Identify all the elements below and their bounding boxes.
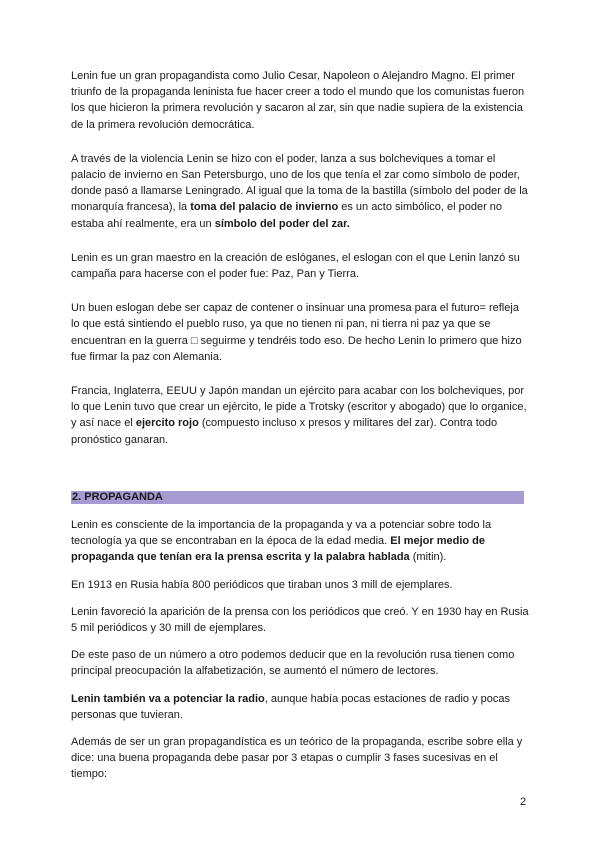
paragraph-1913: En 1913 en Rusia había 800 periódicos que tiraban unos 3 mill de ejemplares.: [71, 578, 453, 591]
text-span: es un acto simbólico, el poder no estaba ahí realmente, era un: [71, 201, 503, 230]
bold-text-winter-palace: toma del palacio de invierno: [190, 201, 339, 214]
bold-text-radio: Lenin también va a potenciar la radio: [71, 692, 265, 705]
section-1: [71, 68, 529, 448]
text-span: (mitin).: [409, 551, 447, 564]
paragraph-literacy: De este paso de un número a otro podemos deducir que en la revolución rusa tienen como principal preocupación la alfabetización, se aumentó el número de lectores.: [71, 649, 515, 678]
text-span: Lenin es consciente de la importancia de la propaganda y va a potenciar sobre todo la tecnología ya que se encontraban en la época de la edad media.: [71, 519, 492, 548]
text-span: (compuesto incluso x presos y militares del zar). Contra todo pronóstico ganaran.: [71, 417, 498, 446]
bold-text-best-medium: El mejor medio de propaganda que tenían era la prensa escrita y la palabra hablada: [71, 535, 485, 564]
text-span: Francia, Inglaterra, EEUU y Japón mandan un ejército para acabar con los bolcheviques, por lo que Lenin tuvo que crear un ejército, le pide a Trotsky (escritor y abogado) que lo organice, y así nace el: [71, 385, 527, 430]
paragraph-red-army: [71, 383, 529, 448]
paragraph-good-slogan: Un buen eslogan debe ser capaz de contener o insinuar una promesa para el futuro= refleja lo que está sintiendo el pueblo ruso, ya que no tienen ni pan, ni tierra ni paz ya que se encuentran en la guerra □ seguirme y tendréis todo eso. De hecho Lenin lo primero que hizo fue firmar la paz con Alemania.: [71, 302, 522, 363]
bold-text-tsar-symbol: símbolo del poder del zar.: [214, 217, 350, 230]
paragraph-winter-palace: [71, 151, 529, 232]
section-2: [71, 517, 529, 794]
paragraph-press-importance: [71, 517, 529, 566]
paragraph-radio: [71, 691, 529, 723]
text-span: , aunque había pocas estaciones de radio y pocas personas que tuvieran.: [71, 692, 511, 721]
paragraph-1930: Lenin favoreció la aparición de la prensa con los periódicos que creó. Y en 1930 hay en Rusia 5 mil periódicos y 30 mill de ejemplares.: [71, 605, 529, 635]
paragraph-lenin-propagandist: Lenin fue un gran propagandista como Julio Cesar, Napoleon o Alejandro Magno. El primer triunfo de la propaganda leninista fue hacer creer a todo el mundo que los comunistas fueron los que hicieron la primera revolución y sacaron al zar, sin que nadie supiera de la existencia de la primera revolución democrática.: [71, 70, 525, 131]
section-heading-propaganda: 2. PROPAGANDA: [71, 491, 524, 504]
paragraph-slogans: Lenin es un gran maestro en la creación de eslóganes, el eslogan con el que Lenin lanzó su campaña para hacerse con el poder fue: Paz, Pan y Tierra.: [71, 251, 520, 281]
page-number: 2: [520, 796, 527, 808]
bold-text-red-army: ejercito rojo: [135, 417, 199, 430]
text-span: A través de la violencia Lenin se hizo con el poder, lanza a sus bolcheviques a tomar el palacio de invierno en San Petersburgo, uno de los que tenía el zar como símbolo de poder, donde pasó a llamarse Leningrado. Al igual que la toma de la bastilla (símbolo del poder de la monarquía francesa), la: [71, 152, 528, 214]
paragraph-theory: Además de ser un gran propagandística es un teórico de la propaganda, escribe sobre ella y dice: una buena propaganda debe pasar por 3 etapas o cumplir 3 fases sucesivas en el tiempo:: [71, 736, 523, 781]
